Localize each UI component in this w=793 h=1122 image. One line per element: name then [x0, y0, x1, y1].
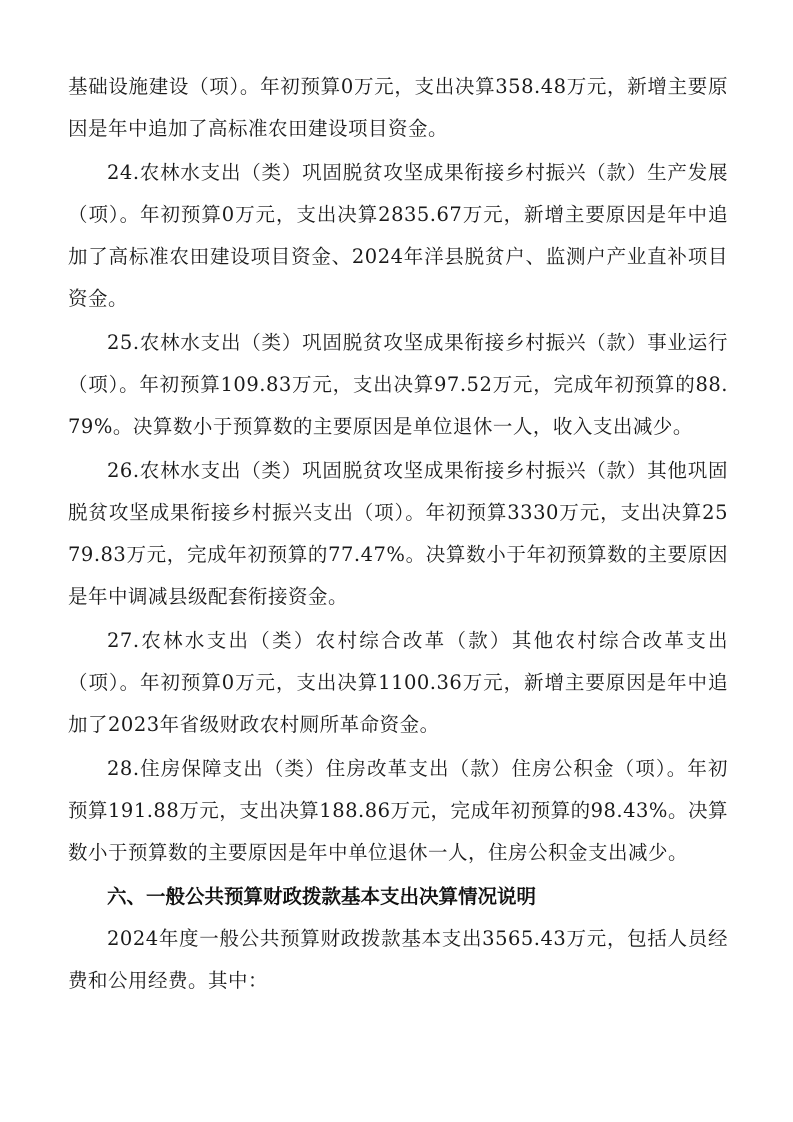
section-heading: 六、一般公共预算财政拨款基本支出决算情况说明 — [107, 885, 537, 908]
paragraph-item-26: 26.农林水支出（类）巩固脱贫攻坚成果衔接乡村振兴（款）其他巩固脱贫攻坚成果衔接乡村振兴支出（项）。年初预算3330万元，支出决算2579.83万元，完成年初预算的77.47%。决算数小于年初预算数的主要原因是年中调减县级配套衔接资金。 — [68, 459, 728, 608]
paragraph-summary: 2024年度一般公共预算财政拨款基本支出3565.43万元，包括人员经费和公用经费。其中： — [68, 927, 728, 992]
document-body — [68, 66, 728, 1004]
paragraph-item-28: 28.住房保障支出（类）住房改革支出（款）住房公积金（项）。年初预算191.88万元，支出决算188.86万元，完成年初预算的98.43%。决算数小于预算数的主要原因是年中单位退休一人，住房公积金支出减少。 — [68, 757, 728, 864]
paragraph-continuation: 基础设施建设（项）。年初预算0万元，支出决算358.48万元，新增主要原因是年中追加了高标准农田建设项目资金。 — [68, 75, 728, 140]
paragraph-item-24: 24.农林水支出（类）巩固脱贫攻坚成果衔接乡村振兴（款）生产发展（项）。年初预算0万元，支出决算2835.67万元，新增主要原因是年中追加了高标准农田建设项目资金、2024年洋县脱贫户、监测户产业直补项目资金。 — [68, 161, 728, 310]
paragraph-item-27: 27.农林水支出（类）农村综合改革（款）其他农村综合改革支出（项）。年初预算0万元，支出决算1100.36万元，新增主要原因是年中追加了2023年省级财政农村厕所革命资金。 — [68, 629, 728, 736]
paragraph-item-25: 25.农林水支出（类）巩固脱贫攻坚成果衔接乡村振兴（款）事业运行（项）。年初预算109.83万元，支出决算97.52万元，完成年初预算的88.79%。决算数小于预算数的主要原因是单位退休一人，收入支出减少。 — [68, 331, 728, 438]
